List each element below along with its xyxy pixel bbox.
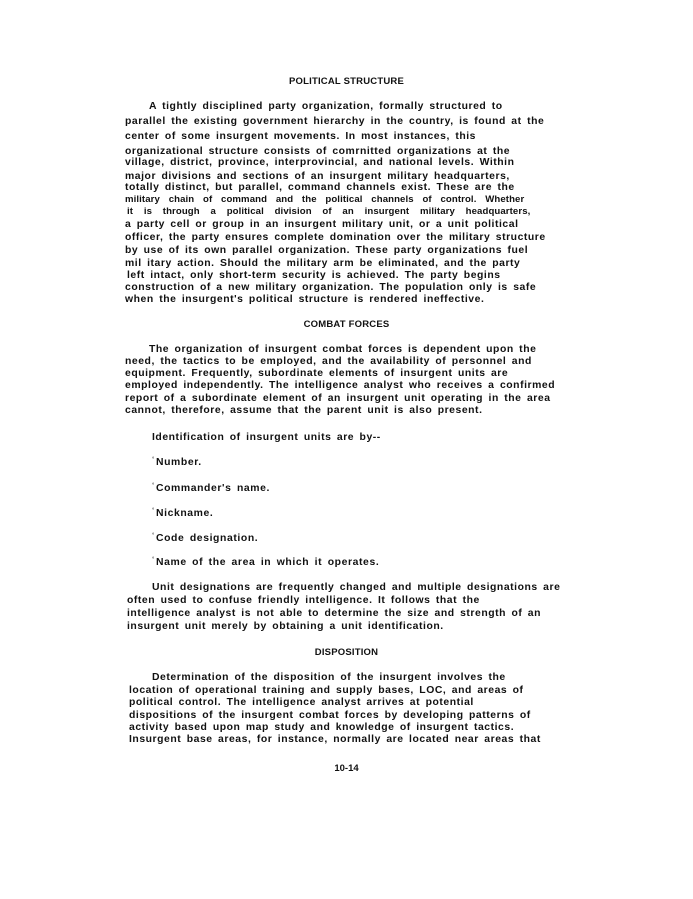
paragraph-line: dispositions of the insurgent combat forces by developing patterns of — [129, 710, 531, 721]
paragraph-line: equipment. Frequently, subordinate elements of insurgent units are — [125, 368, 509, 379]
list-item: °Code designation. — [152, 533, 259, 544]
list-item: °Nickname. — [152, 508, 214, 519]
paragraph-line: it is through a political division of an insurgent military headquarters, — [127, 206, 531, 217]
combat-forces-heading: COMBAT FORCES — [303, 319, 390, 330]
paragraph-line: The organization of insurgent combat forces is dependent upon the — [149, 344, 537, 355]
paragraph-line: parallel the existing government hierarchy in the country, is found at the — [125, 116, 545, 127]
paragraph-line: need, the tactics to be employed, and the availability of personnel and — [125, 356, 532, 367]
paragraph-line: Determination of the disposition of the insurgent involves the — [152, 672, 506, 683]
paragraph-line: often used to confuse friendly intelligence. It follows that the — [127, 595, 480, 606]
degree-bullet-icon: ° — [152, 483, 155, 489]
paragraph-line: construction of a new military organization. The population only is safe — [125, 282, 537, 293]
degree-bullet-icon: ° — [152, 457, 155, 463]
degree-bullet-icon: ° — [152, 533, 155, 539]
paragraph-line: A tightly disciplined party organization, formally structured to — [149, 101, 503, 112]
list-item: °Number. — [152, 457, 202, 468]
paragraph-line: report of a subordinate element of an insurgent unit operating in the area — [125, 393, 551, 404]
paragraph-line: Unit designations are frequently changed and multiple designations are — [152, 582, 561, 593]
disposition-heading: DISPOSITION — [314, 647, 379, 658]
paragraph-line: intelligence analyst is not able to determine the size and strength of an — [127, 608, 542, 619]
paragraph-line: insurgent unit merely by obtaining a unit identification. — [127, 621, 444, 632]
paragraph-line: Insurgent base areas, for instance, normally are located near areas that — [129, 734, 541, 745]
degree-bullet-icon: ° — [152, 508, 155, 514]
paragraph-line: employed independently. The intelligence analyst who receives a confirmed — [125, 380, 556, 391]
paragraph-line: when the insurgent's political structure is rendered ineffective. — [125, 294, 485, 305]
paragraph-line: village, district, province, interprovincial, and national levels. Within — [125, 157, 515, 168]
paragraph-line: left intact, only short-term security is achieved. The party begins — [127, 270, 501, 281]
paragraph-line: activity based upon map study and knowledge of insurgent tactics. — [129, 722, 515, 733]
paragraph-line: political control. The intelligence analyst arrives at potential — [129, 697, 474, 708]
paragraph-line: officer, the party ensures complete domination over the military structure — [125, 232, 546, 243]
paragraph-line: organizational structure consists of comrnitted organizations at the — [125, 146, 511, 157]
paragraph-line: center of some insurgent movements. In most instances, this — [125, 131, 477, 142]
identification-intro: Identification of insurgent units are by-- — [152, 432, 381, 443]
list-item: °Name of the area in which it operates. — [152, 557, 380, 568]
paragraph-line: totally distinct, but parallel, command channels exist. These are the — [125, 182, 515, 193]
paragraph-line: a party cell or group in an insurgent military unit, or a unit political — [125, 219, 519, 230]
list-item: °Commander's name. — [152, 483, 270, 494]
paragraph-line: location of operational training and supply bases, LOC, and areas of — [129, 685, 524, 696]
degree-bullet-icon: ° — [152, 557, 155, 563]
political-structure-heading: POLITICAL STRUCTURE — [289, 76, 404, 87]
paragraph-line: cannot, therefore, assume that the parent unit is also present. — [125, 405, 483, 416]
paragraph-line: major divisions and sections of an insurgent military headquarters, — [125, 171, 510, 182]
paragraph-line: by use of its own parallel organization. These party organizations fuel — [125, 245, 529, 256]
page-number: 10-14 — [334, 763, 359, 774]
paragraph-line: military chain of command and the political channels of control. Whether — [125, 194, 525, 205]
paragraph-line: mil itary action. Should the military arm be eliminated, and the party — [125, 258, 521, 269]
